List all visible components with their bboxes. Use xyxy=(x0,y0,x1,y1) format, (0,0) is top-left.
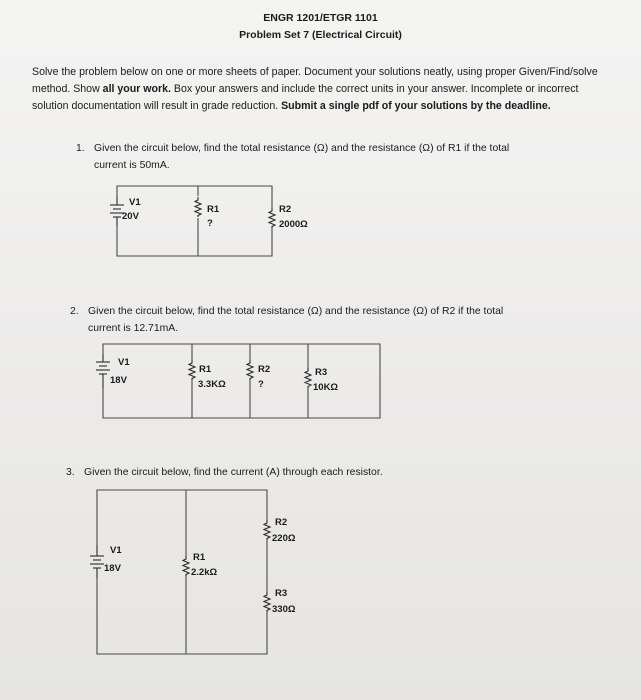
circuit-3-v1-value: 18V xyxy=(104,563,121,574)
circuit-3-battery-symbol xyxy=(90,545,104,578)
circuit-2-r1-label: R1 xyxy=(199,364,212,375)
problem-2-line2: current is 12.71mA. xyxy=(88,323,179,334)
circuit-1-r2-value: 2000Ω xyxy=(279,219,308,230)
circuit-2-r2-symbol xyxy=(247,360,253,380)
circuit-2-outer-wire xyxy=(103,344,380,418)
circuit-2-r2-value: ? xyxy=(258,379,264,390)
circuit-3-r2-value: 220Ω xyxy=(272,533,296,544)
circuit-3-top-wire xyxy=(97,490,267,545)
circuit-1-r2-label: R2 xyxy=(279,204,292,215)
circuit-3-r3-symbol xyxy=(264,592,270,612)
circuit-1-r2-symbol xyxy=(269,208,275,228)
problem-1-line1: Given the circuit below, find the total resistance (Ω) and the resistance (Ω) of R1 if the total xyxy=(94,143,510,154)
circuit-3 xyxy=(90,490,296,654)
instructions-text-2: Box your answers and include the correct units in your answer. Incomplete or incorrect solution documentation will result in grade reduction. xyxy=(32,83,579,112)
circuit-2-r2-label: R2 xyxy=(258,364,271,375)
problem-2-number: 2. xyxy=(70,306,79,317)
circuit-2-r1-symbol xyxy=(189,360,195,380)
circuit-3-r3-value: 330Ω xyxy=(272,604,296,615)
circuit-1-v1-label: V1 xyxy=(129,197,141,208)
circuit-3-r3-label: R3 xyxy=(275,588,288,599)
instructions-bold-work: your work. xyxy=(117,83,171,95)
circuit-2-r3-label: R3 xyxy=(315,367,328,378)
circuit-1-r1-symbol xyxy=(195,197,201,217)
circuit-1-bottom-wire xyxy=(117,226,272,256)
circuit-3-r2-label: R2 xyxy=(275,517,288,528)
circuit-2-battery-symbol xyxy=(96,354,110,388)
problem-1-number: 1. xyxy=(76,143,85,154)
circuit-3-r1-value: 2.2kΩ xyxy=(191,567,218,578)
circuit-1-r1-label: R1 xyxy=(207,204,220,215)
circuit-3-v1-label: V1 xyxy=(110,545,122,556)
circuit-1 xyxy=(110,186,308,256)
circuit-3-bottom-wire xyxy=(97,578,267,654)
circuit-3-r1-symbol xyxy=(183,556,189,576)
problem-3-number: 3. xyxy=(66,467,75,478)
circuit-1-v1-value: 20V xyxy=(122,211,139,222)
instructions-bold-all: all xyxy=(102,83,115,95)
circuit-2-r3-value: 10KΩ xyxy=(313,382,339,393)
circuit-2-r1-value: 3.3KΩ xyxy=(198,379,226,390)
instructions-text-1: Solve the problem below on one or more sheets of paper. Document your solutions neatly, using proper Given/Find/solve method. Show xyxy=(32,66,598,95)
circuit-2-r3-symbol xyxy=(305,368,311,388)
circuit-2-v1-label: V1 xyxy=(118,357,130,368)
circuit-2-v1-value: 18V xyxy=(110,375,127,386)
problem-2-line1: Given the circuit below, find the total resistance (Ω) and the resistance (Ω) of R2 if the total xyxy=(88,306,504,317)
problem-1-line2: current is 50mA. xyxy=(94,160,170,171)
problem-3-line1: Given the circuit below, find the current (A) through each resistor. xyxy=(84,467,383,478)
course-code: ENGR 1201/ETGR 1101 xyxy=(263,12,378,24)
circuit-3-r2-symbol xyxy=(264,520,270,540)
circuit-2 xyxy=(96,344,380,418)
instructions-bold-submit: Submit a single pdf of your solutions by the deadline. xyxy=(281,100,551,112)
circuit-1-r1-value: ? xyxy=(207,218,213,229)
circuit-3-r1-label: R1 xyxy=(193,552,206,563)
problem-set-title: Problem Set 7 (Electrical Circuit) xyxy=(239,29,402,41)
